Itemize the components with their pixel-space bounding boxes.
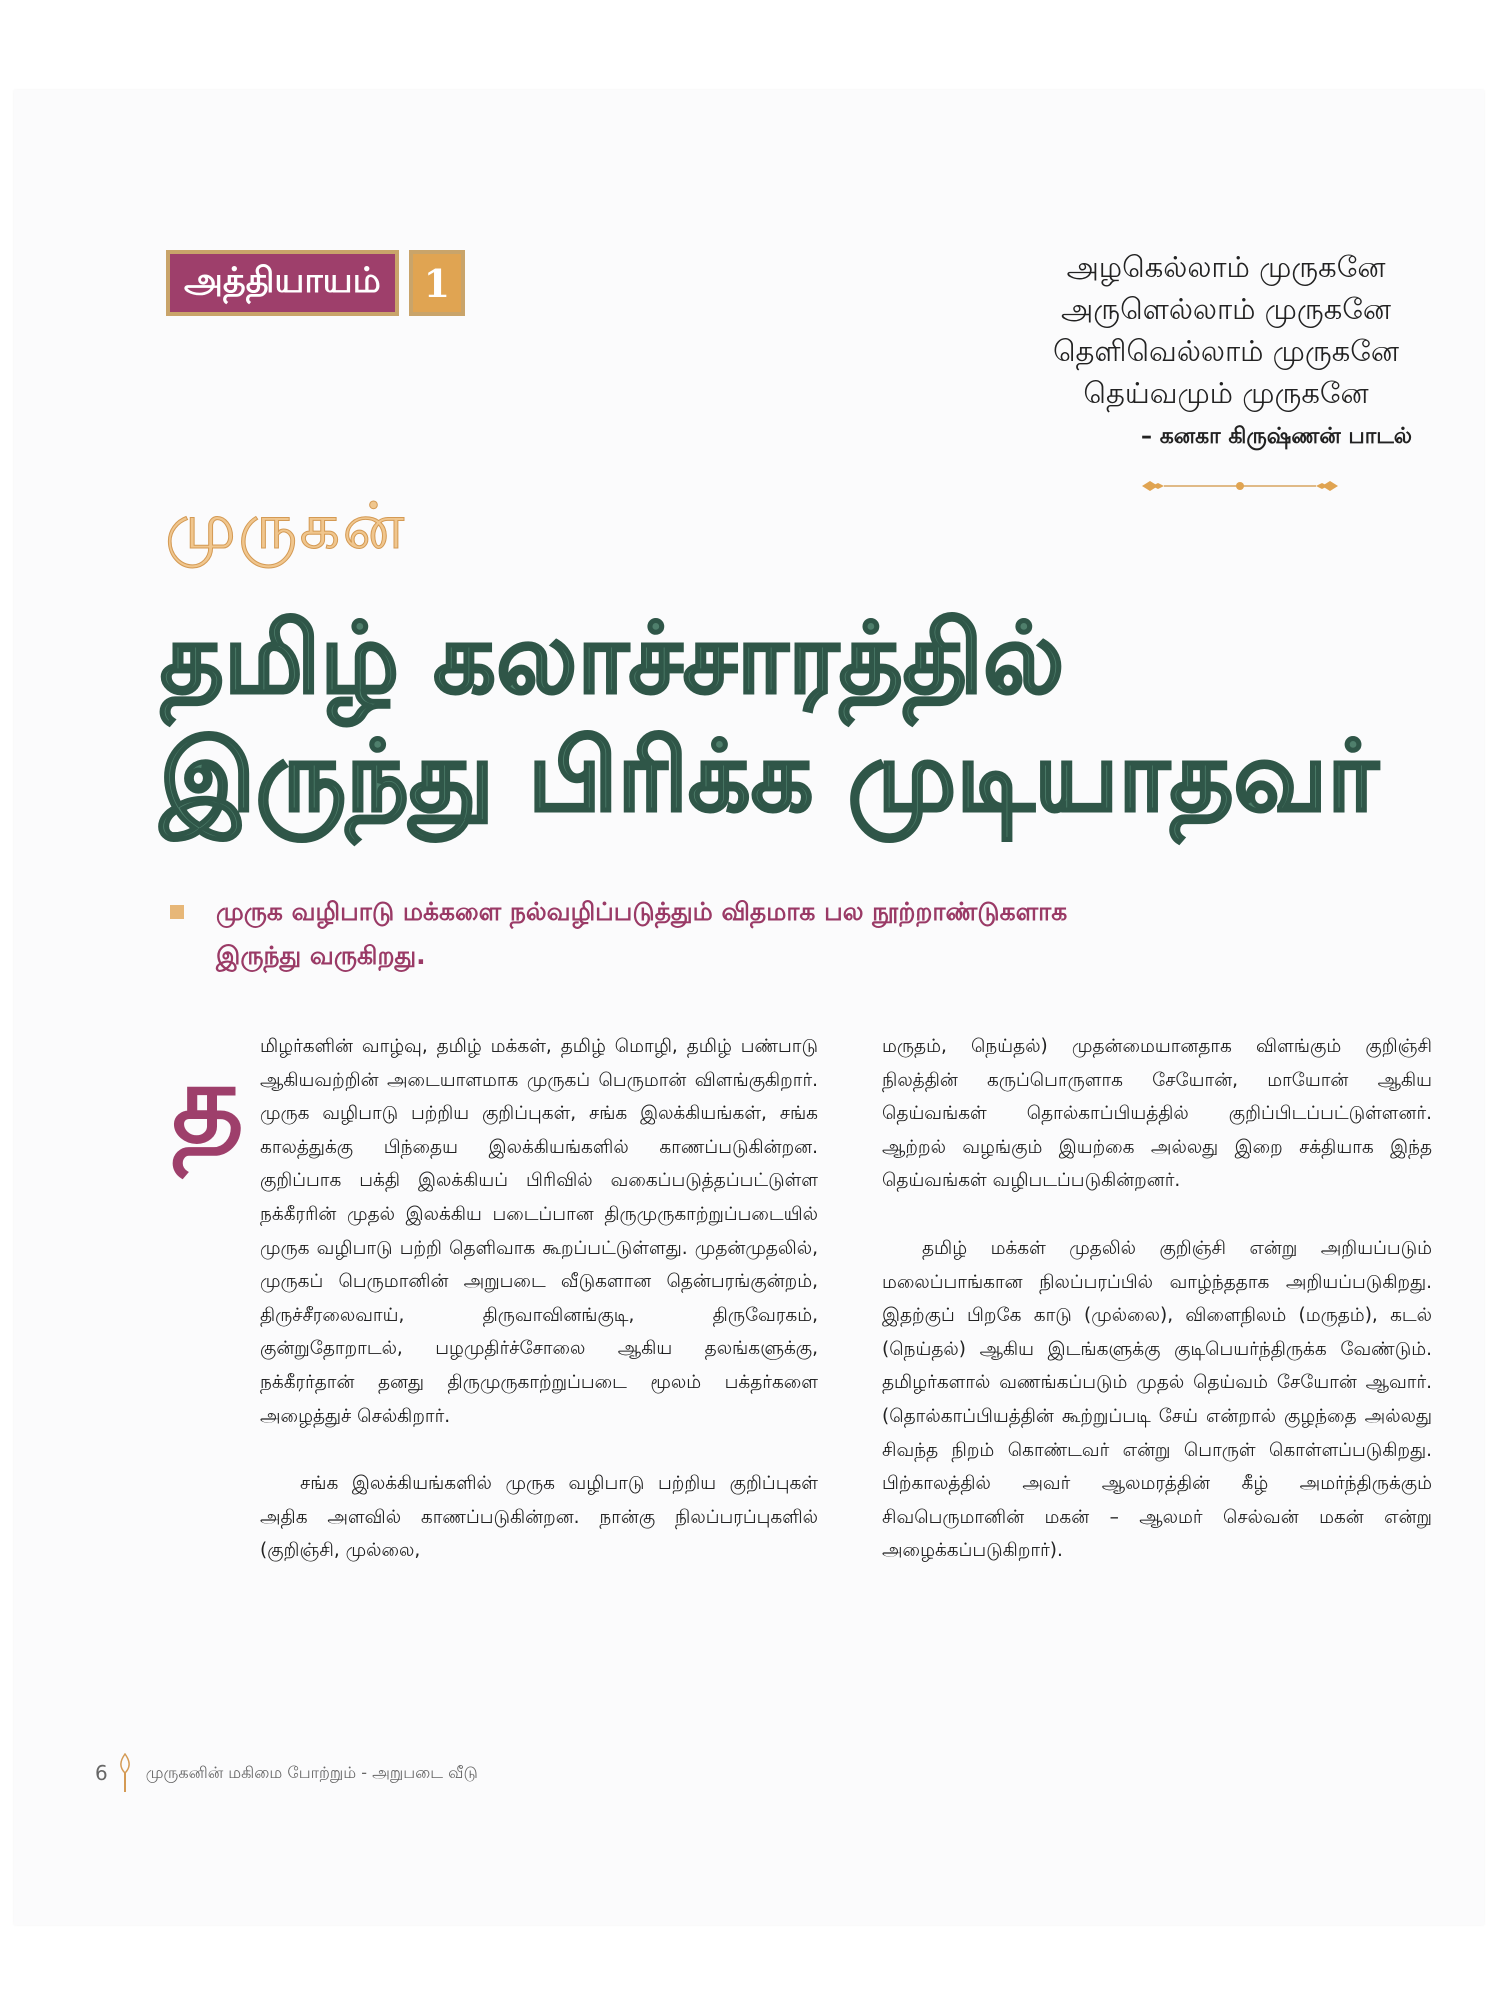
body-column-left: [260, 1030, 818, 1568]
poem-line: அழகெல்லாம் முருகனே: [1066, 250, 1386, 284]
title-line: இருந்து பிரிக்க முடியாதவர்: [160, 720, 1379, 834]
page-title: [160, 600, 1410, 836]
paragraph: தமிழ் மக்கள் முதலில் குறிஞ்சி என்று அறியப்படும் மலைப்பாங்கான நிலப்பரப்பில் வாழ்ந்ததாக அறியப்படுகிறது. இதற்குப் பிறகே காடு (முல்லை), விளைநிலம் (மருதம்), கடல் (நெய்தல்) ஆகிய இடங்களுக்கு குடிபெயர்ந்திருக்க வேண்டும். தமிழர்களால் வணங்கப்படும் முதல் தெய்வம் சேயோன் ஆவார். (தொல்காப்பியத்தின் கூற்றுப்படி சேய் என்றால் குழந்தை அல்லது சிவந்த நிறம் கொண்டவர் என்று பொருள் கொள்ளப்படுகிறது. பிற்காலத்தில் அவர் ஆலமரத்தின் கீழ் அமர்ந்திருக்கும் சிவபெருமானின் மகன் – ஆலமர் செல்வன் மகன் என்று அழைக்கப்படுகிறார்).: [882, 1237, 1432, 1562]
drop-cap: த: [172, 1039, 244, 1167]
highlight-line: இருந்து வருகிறது.: [216, 941, 426, 970]
vel-spear-icon: [116, 1753, 134, 1793]
paragraph: மிழர்களின் வாழ்வு, தமிழ் மக்கள், தமிழ் மொழி, தமிழ் பண்பாடு ஆகியவற்றின் அடையாளமாக முருகப் பெருமான் விளங்குகிறார். முருக வழிபாடு பற்றிய குறிப்புகள், சங்க இலக்கியங்கள், சங்க காலத்துக்கு பிந்தைய இலக்கியங்களில் காணப்படுகின்றன. குறிப்பாக பக்தி இலக்கியப் பிரிவில் வகைப்படுத்தப்பட்டுள்ள நக்கீரரின் முதல் இலக்கிய படைப்பான திருமுருகாற்றுப்படையில் முருக வழிபாடு பற்றி தெளிவாக கூறப்பட்டுள்ளது. முதன்முதலில், முருகப் பெருமானின் அறுபடை வீடுகளான தென்பரங்குன்றம், திருச்சீரலைவாய், திருவாவினங்குடி, திருவேரகம், குன்றுதோறாடல், பழமுதிர்ச்சோலை ஆகிய தலங்களுக்கு, நக்கீரர்தான் தனது திருமுருகாற்றுப்படை மூலம் பக்தர்களை அழைத்துச் செல்கிறார்.: [260, 1036, 818, 1427]
poem-credit: – கனகா கிருஷ்ணன் பாடல்: [1141, 424, 1412, 449]
title-line: தமிழ் கலாச்சாரத்தில்: [160, 602, 1065, 716]
subtitle: முருகன்: [165, 490, 407, 564]
paragraph: சங்க இலக்கியங்களில் முருக வழிபாடு பற்றிய குறிப்புகள் அதிக அளவில் காணப்படுகின்றன. நான்கு நிலப்பரப்புகளில் (குறிஞ்சி, முல்லை,: [260, 1473, 818, 1562]
page-number: 6: [95, 1761, 108, 1785]
poem-line: அருளெல்லாம் முருகனே: [1060, 292, 1392, 326]
chapter-label: அத்தியாயம்: [166, 250, 399, 316]
body-column-right: [882, 1030, 1432, 1568]
poem-line: தெய்வமும் முருகனே: [1083, 376, 1369, 410]
chapter-tag: [166, 250, 465, 316]
ornament-divider-icon: [1140, 476, 1340, 496]
paragraph: மருதம், நெய்தல்) முதன்மையானதாக விளங்கும் குறிஞ்சி நிலத்தின் கருப்பொருளாக சேயோன், மாயோன் ஆகிய தெய்வங்கள் தொல்காப்பியத்தில் குறிப்பிடப்பட்டுள்ளனர். ஆற்றல் வழங்கும் இயற்கை அல்லது இறை சக்தியாக இந்த தெய்வங்கள் வழிபடப்படுகின்றனர்.: [882, 1036, 1432, 1192]
highlight-callout: [170, 890, 1270, 978]
poem-line: தெளிவெல்லாம் முருகனே: [1052, 334, 1400, 368]
highlight-line: முருக வழிபாடு மக்களை நல்வழிப்படுத்தும் விதமாக பல நூற்றாண்டுகளாக: [216, 897, 1068, 926]
page-footer: [95, 1753, 478, 1793]
book-title: முருகனின் மகிமை போற்றும் - அறுபடை வீடு: [145, 1762, 478, 1782]
square-bullet-icon: [170, 905, 184, 919]
epigraph-poem: [1030, 246, 1422, 458]
chapter-number: 1: [409, 250, 465, 316]
